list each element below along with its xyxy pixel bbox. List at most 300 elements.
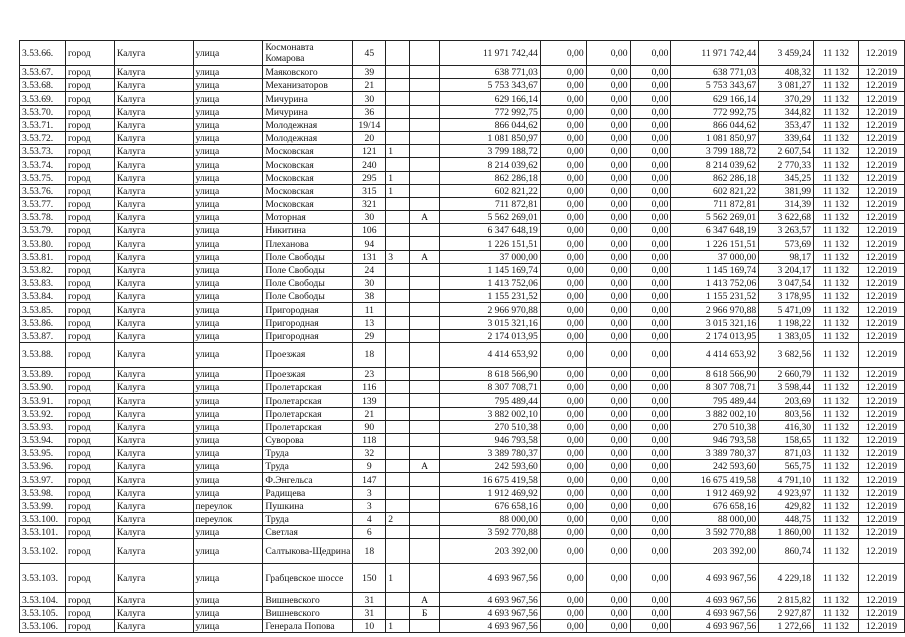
row-index-cell: 3.53.86. — [20, 316, 66, 329]
table-row — [20, 407, 905, 420]
date-cell: 12.2019 — [858, 381, 904, 394]
settlement-type-cell: город — [65, 367, 114, 380]
rate-cell: 339,64 — [759, 131, 814, 144]
amount-col-a-cell: 0,00 — [540, 92, 586, 105]
row-index-cell: 3.53.69. — [20, 92, 66, 105]
amount-col-b-cell: 0,00 — [586, 381, 630, 394]
sum-cell: 2 174 013,95 — [671, 329, 759, 342]
table-row — [20, 460, 905, 473]
sum-cell: 88 000,00 — [671, 513, 759, 526]
amount-col-c-cell: 0,00 — [630, 342, 671, 367]
total-cost-cell: 1 912 469,92 — [440, 486, 541, 499]
rate-cell: 2 815,82 — [759, 593, 814, 606]
rate-cell: 871,03 — [759, 447, 814, 460]
row-index-cell: 3.53.73. — [20, 145, 66, 158]
street-type-cell: улица — [193, 407, 263, 420]
amount-col-b-cell: 0,00 — [586, 41, 630, 66]
house-number-cell: 147 — [353, 473, 386, 486]
city-cell: Калуга — [114, 316, 193, 329]
row-index-cell: 3.53.100. — [20, 513, 66, 526]
city-cell: Калуга — [114, 564, 193, 593]
row-index-cell: 3.53.79. — [20, 224, 66, 237]
street-name-cell: Молодежная — [263, 131, 353, 144]
rate-cell: 4 923,97 — [759, 486, 814, 499]
letter-cell — [410, 105, 440, 118]
house-number-cell: 94 — [353, 237, 386, 250]
amount-col-a-cell: 0,00 — [540, 486, 586, 499]
settlement-type-cell: город — [65, 263, 114, 276]
total-cost-cell: 88 000,00 — [440, 513, 541, 526]
table-row — [20, 433, 905, 446]
amount-col-c-cell: 0,00 — [630, 486, 671, 499]
letter-cell — [410, 316, 440, 329]
code-cell: 11 132 — [814, 606, 859, 619]
rate-cell: 3 263,57 — [759, 224, 814, 237]
date-cell: 12.2019 — [858, 237, 904, 250]
street-name-cell: Вишневского — [263, 606, 353, 619]
street-type-cell: улица — [193, 381, 263, 394]
date-cell: 12.2019 — [858, 224, 904, 237]
street-type-cell: улица — [193, 593, 263, 606]
street-type-cell: улица — [193, 66, 263, 79]
street-name-cell: Московская — [263, 145, 353, 158]
settlement-type-cell: город — [65, 237, 114, 250]
street-type-cell: улица — [193, 197, 263, 210]
street-type-cell: улица — [193, 486, 263, 499]
row-index-cell: 3.53.90. — [20, 381, 66, 394]
total-cost-cell: 711 872,81 — [440, 197, 541, 210]
street-name-cell: Мичурина — [263, 105, 353, 118]
city-cell: Калуга — [114, 118, 193, 131]
amount-col-a-cell: 0,00 — [540, 420, 586, 433]
settlement-type-cell: город — [65, 105, 114, 118]
street-type-cell: улица — [193, 619, 263, 632]
house-number-cell: 315 — [353, 184, 386, 197]
total-cost-cell: 862 286,18 — [440, 171, 541, 184]
code-cell: 11 132 — [814, 564, 859, 593]
house-number-cell: 131 — [353, 250, 386, 263]
street-name-cell: Труда — [263, 460, 353, 473]
house-number-cell: 29 — [353, 329, 386, 342]
total-cost-cell: 3 015 321,16 — [440, 316, 541, 329]
city-cell: Калуга — [114, 66, 193, 79]
letter-cell — [410, 433, 440, 446]
letter-cell: А — [410, 593, 440, 606]
street-name-cell: Поле Свободы — [263, 250, 353, 263]
sum-cell: 8 214 039,62 — [671, 158, 759, 171]
street-name-cell: Пригородная — [263, 329, 353, 342]
house-number-cell: 21 — [353, 79, 386, 92]
date-cell: 12.2019 — [858, 92, 904, 105]
amount-col-b-cell: 0,00 — [586, 92, 630, 105]
rate-cell: 1 860,00 — [759, 526, 814, 539]
amount-col-b-cell: 0,00 — [586, 316, 630, 329]
total-cost-cell: 242 593,60 — [440, 460, 541, 473]
amount-col-c-cell: 0,00 — [630, 41, 671, 66]
settlement-type-cell: город — [65, 499, 114, 512]
amount-col-a-cell: 0,00 — [540, 394, 586, 407]
row-index-cell: 3.53.84. — [20, 290, 66, 303]
code-cell: 11 132 — [814, 499, 859, 512]
street-type-cell: улица — [193, 433, 263, 446]
code-cell: 11 132 — [814, 79, 859, 92]
amount-col-b-cell: 0,00 — [586, 539, 630, 564]
row-index-cell: 3.53.71. — [20, 118, 66, 131]
date-cell: 12.2019 — [858, 303, 904, 316]
table-row — [20, 564, 905, 593]
building-cell — [386, 539, 410, 564]
house-number-cell: 31 — [353, 606, 386, 619]
street-type-cell: улица — [193, 564, 263, 593]
city-cell: Калуга — [114, 41, 193, 66]
building-cell — [386, 381, 410, 394]
table-row — [20, 619, 905, 632]
amount-col-c-cell: 0,00 — [630, 593, 671, 606]
city-cell: Калуга — [114, 526, 193, 539]
table-row — [20, 473, 905, 486]
rate-cell: 429,82 — [759, 499, 814, 512]
row-index-cell: 3.53.104. — [20, 593, 66, 606]
table-row — [20, 145, 905, 158]
settlement-type-cell: город — [65, 460, 114, 473]
total-cost-cell: 3 799 188,72 — [440, 145, 541, 158]
amount-col-c-cell: 0,00 — [630, 513, 671, 526]
street-type-cell: улица — [193, 367, 263, 380]
street-name-cell: Пролетарская — [263, 420, 353, 433]
amount-col-a-cell: 0,00 — [540, 224, 586, 237]
street-name-cell: Салтыкова-Щедрина — [263, 539, 353, 564]
rate-cell: 4 229,18 — [759, 564, 814, 593]
code-cell: 11 132 — [814, 367, 859, 380]
total-cost-cell: 2 966 970,88 — [440, 303, 541, 316]
settlement-type-cell: город — [65, 342, 114, 367]
code-cell: 11 132 — [814, 342, 859, 367]
letter-cell — [410, 290, 440, 303]
city-cell: Калуга — [114, 303, 193, 316]
date-cell: 12.2019 — [858, 447, 904, 460]
amount-col-c-cell: 0,00 — [630, 407, 671, 420]
settlement-type-cell: город — [65, 593, 114, 606]
city-cell: Калуга — [114, 158, 193, 171]
city-cell: Калуга — [114, 593, 193, 606]
date-cell: 12.2019 — [858, 367, 904, 380]
total-cost-cell: 8 618 566,90 — [440, 367, 541, 380]
row-index-cell: 3.53.85. — [20, 303, 66, 316]
rate-cell: 158,65 — [759, 433, 814, 446]
settlement-type-cell: город — [65, 131, 114, 144]
code-cell: 11 132 — [814, 513, 859, 526]
street-type-cell: переулок — [193, 513, 263, 526]
amount-col-c-cell: 0,00 — [630, 66, 671, 79]
amount-col-a-cell: 0,00 — [540, 263, 586, 276]
street-name-cell: Поле Свободы — [263, 277, 353, 290]
house-number-cell: 23 — [353, 367, 386, 380]
city-cell: Калуга — [114, 197, 193, 210]
building-cell: 1 — [386, 184, 410, 197]
street-type-cell: улица — [193, 145, 263, 158]
date-cell: 12.2019 — [858, 145, 904, 158]
sum-cell: 4 693 967,56 — [671, 619, 759, 632]
street-type-cell: улица — [193, 329, 263, 342]
house-number-cell: 30 — [353, 211, 386, 224]
street-type-cell: улица — [193, 316, 263, 329]
house-number-cell: 90 — [353, 420, 386, 433]
city-cell: Калуга — [114, 145, 193, 158]
street-name-cell: Маяковского — [263, 66, 353, 79]
rate-cell: 3 204,17 — [759, 263, 814, 276]
table-row — [20, 381, 905, 394]
house-number-cell: 30 — [353, 92, 386, 105]
street-name-cell: Московская — [263, 158, 353, 171]
table-row — [20, 329, 905, 342]
rate-cell: 345,25 — [759, 171, 814, 184]
row-index-cell: 3.53.103. — [20, 564, 66, 593]
date-cell: 12.2019 — [858, 473, 904, 486]
amount-col-b-cell: 0,00 — [586, 447, 630, 460]
city-cell: Калуга — [114, 342, 193, 367]
row-index-cell: 3.53.99. — [20, 499, 66, 512]
sum-cell: 676 658,16 — [671, 499, 759, 512]
amount-col-a-cell: 0,00 — [540, 526, 586, 539]
table-row — [20, 171, 905, 184]
street-type-cell: переулок — [193, 499, 263, 512]
letter-cell — [410, 420, 440, 433]
amount-col-a-cell: 0,00 — [540, 237, 586, 250]
amount-col-c-cell: 0,00 — [630, 224, 671, 237]
letter-cell — [410, 171, 440, 184]
house-number-cell: 321 — [353, 197, 386, 210]
settlement-type-cell: город — [65, 303, 114, 316]
letter-cell — [410, 224, 440, 237]
amount-col-c-cell: 0,00 — [630, 564, 671, 593]
total-cost-cell: 1 145 169,74 — [440, 263, 541, 276]
amount-col-a-cell: 0,00 — [540, 131, 586, 144]
city-cell: Калуга — [114, 394, 193, 407]
amount-col-b-cell: 0,00 — [586, 158, 630, 171]
code-cell: 11 132 — [814, 394, 859, 407]
code-cell: 11 132 — [814, 224, 859, 237]
letter-cell — [410, 342, 440, 367]
letter-cell — [410, 197, 440, 210]
table-row — [20, 263, 905, 276]
row-index-cell: 3.53.89. — [20, 367, 66, 380]
sum-cell: 1 413 752,06 — [671, 277, 759, 290]
sum-cell: 11 971 742,44 — [671, 41, 759, 66]
house-number-cell: 21 — [353, 407, 386, 420]
amount-col-c-cell: 0,00 — [630, 171, 671, 184]
amount-col-a-cell: 0,00 — [540, 290, 586, 303]
amount-col-b-cell: 0,00 — [586, 564, 630, 593]
amount-col-b-cell: 0,00 — [586, 118, 630, 131]
code-cell: 11 132 — [814, 460, 859, 473]
amount-col-c-cell: 0,00 — [630, 145, 671, 158]
amount-col-b-cell: 0,00 — [586, 433, 630, 446]
building-cell: 1 — [386, 564, 410, 593]
building-cell — [386, 277, 410, 290]
building-cell — [386, 79, 410, 92]
sum-cell: 3 015 321,16 — [671, 316, 759, 329]
street-type-cell: улица — [193, 539, 263, 564]
table-row — [20, 606, 905, 619]
letter-cell — [410, 131, 440, 144]
street-type-cell: улица — [193, 447, 263, 460]
rate-cell: 3 459,24 — [759, 41, 814, 66]
amount-col-c-cell: 0,00 — [630, 211, 671, 224]
amount-col-b-cell: 0,00 — [586, 593, 630, 606]
city-cell: Калуга — [114, 420, 193, 433]
house-number-cell: 18 — [353, 342, 386, 367]
street-name-cell: Проезжая — [263, 342, 353, 367]
total-cost-cell: 3 882 002,10 — [440, 407, 541, 420]
row-index-cell: 3.53.87. — [20, 329, 66, 342]
settlement-type-cell: город — [65, 290, 114, 303]
code-cell: 11 132 — [814, 66, 859, 79]
code-cell: 11 132 — [814, 407, 859, 420]
settlement-type-cell: город — [65, 447, 114, 460]
sum-cell: 1 081 850,97 — [671, 131, 759, 144]
street-name-cell: Молодежная — [263, 118, 353, 131]
row-index-cell: 3.53.105. — [20, 606, 66, 619]
settlement-type-cell: город — [65, 486, 114, 499]
street-type-cell: улица — [193, 394, 263, 407]
sum-cell: 16 675 419,58 — [671, 473, 759, 486]
amount-col-a-cell: 0,00 — [540, 460, 586, 473]
total-cost-cell: 946 793,58 — [440, 433, 541, 446]
street-name-cell: Поле Свободы — [263, 263, 353, 276]
code-cell: 11 132 — [814, 171, 859, 184]
street-name-cell: Поле Свободы — [263, 290, 353, 303]
letter-cell — [410, 79, 440, 92]
rate-cell: 416,30 — [759, 420, 814, 433]
amount-col-c-cell: 0,00 — [630, 381, 671, 394]
amount-col-c-cell: 0,00 — [630, 473, 671, 486]
letter-cell — [410, 619, 440, 632]
city-cell: Калуга — [114, 460, 193, 473]
total-cost-cell: 16 675 419,58 — [440, 473, 541, 486]
letter-cell — [410, 486, 440, 499]
rate-cell: 803,56 — [759, 407, 814, 420]
table-row — [20, 342, 905, 367]
rate-cell: 203,69 — [759, 394, 814, 407]
amount-col-b-cell: 0,00 — [586, 329, 630, 342]
row-index-cell: 3.53.70. — [20, 105, 66, 118]
rate-cell: 2 607,54 — [759, 145, 814, 158]
building-cell — [386, 105, 410, 118]
city-cell: Калуга — [114, 619, 193, 632]
code-cell: 11 132 — [814, 290, 859, 303]
letter-cell — [410, 367, 440, 380]
street-name-cell: Радищева — [263, 486, 353, 499]
rate-cell: 353,47 — [759, 118, 814, 131]
rate-cell: 1 272,66 — [759, 619, 814, 632]
date-cell: 12.2019 — [858, 394, 904, 407]
street-type-cell: улица — [193, 460, 263, 473]
settlement-type-cell: город — [65, 316, 114, 329]
house-number-cell: 31 — [353, 593, 386, 606]
street-type-cell: улица — [193, 92, 263, 105]
row-index-cell: 3.53.88. — [20, 342, 66, 367]
code-cell: 11 132 — [814, 145, 859, 158]
total-cost-cell: 2 174 013,95 — [440, 329, 541, 342]
building-cell — [386, 158, 410, 171]
city-cell: Калуга — [114, 407, 193, 420]
table-row — [20, 250, 905, 263]
sum-cell: 3 389 780,37 — [671, 447, 759, 460]
building-cell — [386, 447, 410, 460]
amount-col-c-cell: 0,00 — [630, 447, 671, 460]
total-cost-cell: 1 155 231,52 — [440, 290, 541, 303]
street-type-cell: улица — [193, 211, 263, 224]
city-cell: Калуга — [114, 606, 193, 619]
house-number-cell: 30 — [353, 277, 386, 290]
rate-cell: 3 081,27 — [759, 79, 814, 92]
letter-cell — [410, 526, 440, 539]
code-cell: 11 132 — [814, 486, 859, 499]
amount-col-a-cell: 0,00 — [540, 606, 586, 619]
date-cell: 12.2019 — [858, 263, 904, 276]
house-number-cell: 24 — [353, 263, 386, 276]
rate-cell: 408,32 — [759, 66, 814, 79]
building-cell — [386, 460, 410, 473]
amount-col-c-cell: 0,00 — [630, 158, 671, 171]
street-type-cell: улица — [193, 250, 263, 263]
code-cell: 11 132 — [814, 131, 859, 144]
amount-col-c-cell: 0,00 — [630, 263, 671, 276]
sum-cell: 4 693 967,56 — [671, 606, 759, 619]
sum-cell: 711 872,81 — [671, 197, 759, 210]
amount-col-a-cell: 0,00 — [540, 211, 586, 224]
total-cost-cell: 676 658,16 — [440, 499, 541, 512]
code-cell: 11 132 — [814, 250, 859, 263]
sum-cell: 772 992,75 — [671, 105, 759, 118]
amount-col-a-cell: 0,00 — [540, 593, 586, 606]
code-cell: 11 132 — [814, 211, 859, 224]
city-cell: Калуга — [114, 367, 193, 380]
street-type-cell: улица — [193, 224, 263, 237]
amount-col-b-cell: 0,00 — [586, 499, 630, 512]
letter-cell — [410, 118, 440, 131]
letter-cell — [410, 66, 440, 79]
amount-col-b-cell: 0,00 — [586, 66, 630, 79]
total-cost-cell: 3 389 780,37 — [440, 447, 541, 460]
table-row — [20, 224, 905, 237]
sum-cell: 270 510,38 — [671, 420, 759, 433]
street-type-cell: улица — [193, 277, 263, 290]
settlement-type-cell: город — [65, 118, 114, 131]
total-cost-cell: 4 693 967,56 — [440, 564, 541, 593]
amount-col-c-cell: 0,00 — [630, 433, 671, 446]
city-cell: Калуга — [114, 290, 193, 303]
amount-col-c-cell: 0,00 — [630, 131, 671, 144]
code-cell: 11 132 — [814, 277, 859, 290]
row-index-cell: 3.53.106. — [20, 619, 66, 632]
table-row — [20, 367, 905, 380]
amount-col-b-cell: 0,00 — [586, 184, 630, 197]
row-index-cell: 3.53.83. — [20, 277, 66, 290]
settlement-type-cell: город — [65, 564, 114, 593]
street-type-cell: улица — [193, 184, 263, 197]
letter-cell — [410, 263, 440, 276]
street-name-cell: Моторная — [263, 211, 353, 224]
amount-col-c-cell: 0,00 — [630, 420, 671, 433]
house-number-cell: 32 — [353, 447, 386, 460]
table-row — [20, 539, 905, 564]
rate-cell: 3 682,56 — [759, 342, 814, 367]
city-cell: Калуга — [114, 433, 193, 446]
amount-col-a-cell: 0,00 — [540, 329, 586, 342]
row-index-cell: 3.53.96. — [20, 460, 66, 473]
total-cost-cell: 772 992,75 — [440, 105, 541, 118]
